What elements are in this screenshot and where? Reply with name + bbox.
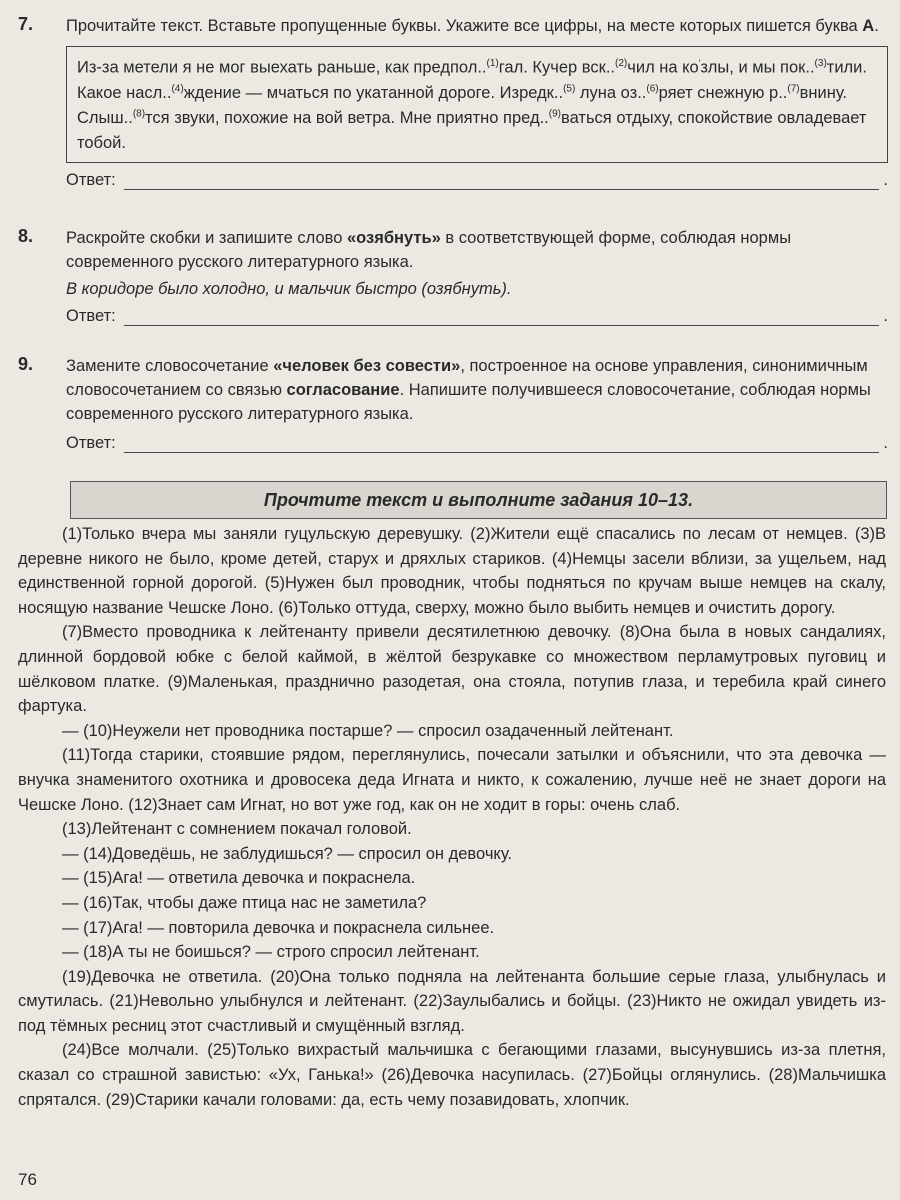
answer-period: . <box>883 434 888 452</box>
answer-row <box>66 307 888 326</box>
paragraph: (24)Все молчали. (25)Только вихрастый мальчишка с бегающими глазами, высунувшись из-за плетня, сказал со страшной завистью: «Ух, Ганька!» (26)Девочка насупилась. (27)Бойцы оглянулись. (28)Мальчишка спрятался. (29)Старики качали головами: да, есть чему позавидовать, хлопчик. <box>18 1041 886 1109</box>
paragraph: (11)Тогда старики, стоявшие рядом, переглянулись, почесали затылки и объяснили, что эта девочка — внучка знаменитого охотника и дровосека деда Игната и никто, к сожалению, лучше неё не знает дороги на Чешске Лоно. (12)Знает сам Игнат, но вот уже год, как он не ходит в горы: очень слаб. <box>18 746 886 814</box>
answer-line[interactable] <box>124 309 880 326</box>
instruction-text: . Напишите получившееся словосочетание, соблюдая нормы современного русского литературного языка. <box>66 381 871 423</box>
task-instruction <box>66 226 888 274</box>
task-7 <box>18 14 888 190</box>
gap-number: (9) <box>548 108 561 119</box>
instruction-text: Прочитайте текст. Вставьте пропущенные буквы. Укажите все цифры, на месте которых пишется буква <box>66 17 863 35</box>
answer-label: Ответ: <box>66 170 116 189</box>
task-8 <box>18 226 888 326</box>
reading-text <box>18 522 886 1112</box>
box-segment: ваться отдыху, спокойствие овладевает тобой. <box>77 108 867 152</box>
task-number: 9. <box>18 354 34 374</box>
reading-banner: Прочтите текст и выполните задания 10–13. <box>70 481 887 519</box>
answer-row <box>66 171 888 190</box>
answer-label: Ответ: <box>66 307 116 325</box>
answer-line[interactable] <box>124 173 880 190</box>
answer-line[interactable] <box>124 436 880 453</box>
box-segment: тили. Какое насл.. <box>77 58 867 102</box>
gap-number: (6) <box>646 83 659 94</box>
box-segment: злы, и мы пок.. <box>700 58 815 77</box>
gap-number: (2) <box>615 58 628 69</box>
example-sentence: В коридоре было холодно, и мальчик быстро (озябнуть). <box>66 280 512 298</box>
instruction-text: , построенное на основе управления, синонимичным словосочетанием со связью <box>66 357 868 399</box>
instruction-text: в соответствующей форме, соблюдая нормы современного русского литературного языка. <box>66 229 792 271</box>
task-instruction <box>66 14 888 38</box>
stress-mark: ′ <box>698 58 701 68</box>
instruction-phrase: «человек без совести» <box>273 357 461 375</box>
dialogue-line: — (10)Неужели нет проводника постарше? — спросил озадаченный лейтенант. <box>62 721 674 740</box>
page-number: 76 <box>18 1170 37 1189</box>
task-number: 7. <box>18 14 34 34</box>
instruction-letter: А <box>862 17 875 35</box>
instruction-link-type: согласование <box>286 381 400 399</box>
dialogue-line: — (15)Ага! — ответила девочка и покраснела. <box>62 869 416 888</box>
answer-row <box>66 434 888 453</box>
gap-number: (3) <box>814 58 827 69</box>
gap-number: (8) <box>132 108 146 119</box>
instruction-word: «озябнуть» <box>346 229 441 247</box>
paragraph: (19)Девочка не ответила. (20)Она только подняла на лейтенанта большие серые глаза, улыбнулась и смутилась. (21)Невольно улыбнулся и лейтенант. (22)Заулыбались и бойцы. (23)Никто не ожидал увидеть из-под тёмных ресниц этот счастливый и смущённый взгляд. <box>18 967 886 1035</box>
task-number: 8. <box>18 226 34 246</box>
box-segment: Из-за метели я не мог выехать раньше, как предпол.. <box>77 58 487 77</box>
box-segment: внину. Слыш.. <box>77 83 847 127</box>
box-segment: ждение — мчаться по укатанной дороге. Изредк.. <box>183 83 564 102</box>
instruction-end: . <box>874 17 879 35</box>
dialogue-line: — (17)Ага! — повторила девочка и покраснела сильнее. <box>62 918 495 937</box>
box-segment: ряет снежную р.. <box>658 83 788 102</box>
instruction-text: Раскройте скобки и запишите слово <box>66 229 347 247</box>
task-instruction <box>66 354 888 426</box>
box-segment: чил на ко <box>627 58 699 77</box>
box-segment: тся звуки, похожие на вой ветра. Мне приятно пред.. <box>145 108 549 127</box>
paragraph: (1)Только вчера мы заняли гуцульскую деревушку. (2)Жители ещё спасались по лесам от немцев. (3)В деревне никого не было, кроме детей, старух и дряхлых стариков. (4)Немцы засели вблизи, за ущельем, над единственной горной дорогой. (5)Нужен был проводник, чтобы подняться по кручам выше немцев на скалу, носящую название Чешске Лоно. (6)Только оттуда, сверху, можно было выбить немцев и очистить дорогу. <box>18 525 886 617</box>
paragraph: (13)Лейтенант с сомнением покачал головой. <box>62 820 412 839</box>
text-box <box>66 46 888 163</box>
answer-label: Ответ: <box>66 434 116 452</box>
gap-number: (1) <box>486 58 499 69</box>
box-segment: луна оз.. <box>575 83 647 102</box>
answer-period: . <box>883 170 888 189</box>
answer-period: . <box>883 307 888 325</box>
box-segment: гал. Кучер вск.. <box>498 58 616 77</box>
gap-number: (4) <box>171 83 184 94</box>
dialogue-line: — (14)Доведёшь, не заблудишься? — спросил он девочку. <box>62 844 512 863</box>
dialogue-line: — (16)Так, чтобы даже птица нас не заметила? <box>62 893 427 912</box>
gap-number: (7) <box>787 83 800 94</box>
paragraph: (7)Вместо проводника к лейтенанту привели десятилетнюю девочку. (8)Она была в новых сандалиях, длинной бордовой юбке с белой каймой, в жёлтой безрукавке со множеством перламутровых пуговиц и шёлковом платке. (9)Маленькая, празднично разодетая, она стояла, потупив глаза, и теребила край синего фартука. <box>18 623 886 716</box>
instruction-text: Замените словосочетание <box>66 357 274 375</box>
dialogue-line: — (18)А ты не боишься? — строго спросил лейтенант. <box>62 943 480 962</box>
task-9 <box>18 354 888 453</box>
gap-number: (5) <box>563 83 576 94</box>
